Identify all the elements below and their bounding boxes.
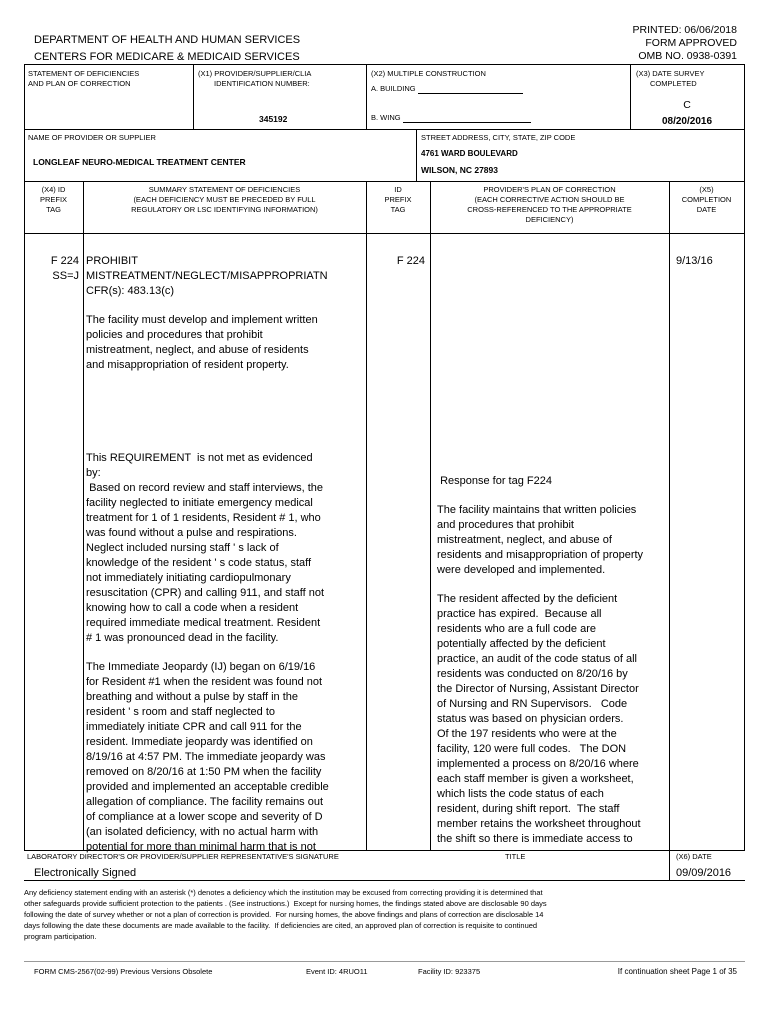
summary-paragraph: The facility must develop and implement written policies and procedures that prohibit mistreatment, neglect, and abuse of residents and misappropriation of resident property. [86, 314, 318, 371]
plan-paragraph: Response for tag F224 [437, 475, 552, 487]
x3-label-1: (X3) DATE SURVEY [636, 69, 705, 78]
divider [366, 64, 367, 129]
provider-id: 345192 [259, 114, 288, 124]
city-state-zip: WILSON, NC 27893 [421, 165, 498, 175]
x4-header [24, 185, 83, 215]
statement-label-1: STATEMENT OF DEFICIENCIES [28, 69, 140, 78]
continuation-sheet: If continuation sheet Page 1 of 35 [617, 967, 737, 976]
plan-paragraph: The resident affected by the deficient practice has expired. Because all residents who are a full code are potentially affected by the deficient practice, an audit of the code status of all residents was conducted on 8/20/16 by the Director of Nursing, Assistant Director of Nursing and RN Supervisors. Code status was based on physician orders. Of the 197 residents who were at the facility, 120 were full codes. The DON implemented a process on 8/20/16 where each staff member is given a worksheet, which lists the code status of each resident, during shift report. The staff member retains the worksheet throughout the shift so there is immediate access to [437, 593, 641, 845]
divider [24, 181, 745, 182]
x4-header-line: (X4) ID [41, 185, 66, 194]
wing-blank [403, 113, 531, 123]
plan-header-line: DEFICIENCY) [525, 215, 574, 224]
signature-date: 09/09/2016 [676, 867, 732, 879]
summary-header [83, 185, 366, 215]
survey-code: C [683, 99, 691, 111]
summary-header-line: SUMMARY STATEMENT OF DEFICIENCIES [148, 185, 301, 194]
divider [416, 129, 417, 181]
summary-paragraph: The Immediate Jeopardy (IJ) began on 6/19/16 for Resident #1 when the resident was found not breathing and without a pulse by staff in the resident ' s room and staff neglected to immediately initiate CPR and call 911 for the resident. Immediate jeopardy was identified on 8/19/16 at 4:57 PM. The immediate jeopardy was removed on 8/20/16 at 1:50 PM when the facility provided and implemented an acceptable credible allegation of compliance. The facility remains out of compliance at a lower scope and severity of D (an isolated deficiency, with no actual harm with potential for more than minimal harm that is not [86, 661, 329, 853]
wing-label: B. WING [371, 113, 401, 122]
provider-name-label: NAME OF PROVIDER OR SUPPLIER [28, 133, 156, 142]
signature-label: LABORATORY DIRECTOR'S OR PROVIDER/SUPPLIER REPRESENTATIVE'S SIGNATURE [27, 852, 339, 861]
divider [430, 181, 431, 850]
divider [83, 181, 84, 850]
id-header-line: TAG [390, 205, 406, 214]
divider [24, 129, 745, 130]
form-number: FORM CMS-2567(02-99) Previous Versions Obsolete [34, 967, 213, 976]
divider [193, 64, 194, 129]
plan-paragraph: The facility maintains that written policies and procedures that prohibit mistreatment, neglect, and abuse of residents and misappropriation of property were developed and implemented. [437, 504, 644, 576]
divider [669, 181, 670, 850]
summary-paragraph: PROHIBIT MISTREATMENT/NEGLECT/MISAPPROPRIATN CFR(s): 483.13(c) [86, 255, 328, 297]
plan-text [437, 474, 667, 847]
x2-label: (X2) MULTIPLE CONSTRUCTION [371, 69, 486, 78]
divider [669, 850, 670, 880]
left-tag: F 224 [50, 255, 79, 267]
signature-value: Electronically Signed [34, 867, 137, 879]
divider [24, 961, 745, 962]
summary-paragraph: This REQUIREMENT is not met as evidenced by: Based on record review and staff interviews, the facility neglected to initiate emergency medical treatment for 1 of 1 residents, Resident # 1, who was found without a pulse and respirations. Neglect included nursing staff ' s lack of knowledge of the resident ' s code status, staff not immediately initiating cardiopulmonary resuscitation (CPR) and calling 911, and staff not knowing how to call a code when a resident required immediate medical treatment. Resident # 1 was pronounced dead in the facility. [86, 452, 325, 644]
statement-label-2: AND PLAN OF CORRECTION [28, 79, 131, 88]
plan-header-line: (EACH CORRECTIVE ACTION SHOULD BE [474, 195, 625, 204]
form-approved: FORM APPROVED [645, 37, 737, 49]
id-header [366, 185, 430, 215]
facility-id: Facility ID: 923375 [418, 967, 481, 976]
id-header-line: ID [394, 185, 402, 194]
x4-header-line: TAG [46, 205, 61, 214]
right-tag: F 224 [396, 255, 425, 267]
x5-header [669, 185, 744, 215]
centers-title: CENTERS FOR MEDICARE & MEDICAID SERVICES [34, 51, 300, 63]
divider [24, 880, 745, 881]
provider-name: LONGLEAF NEURO-MEDICAL TREATMENT CENTER [33, 157, 246, 167]
plan-header [430, 185, 669, 225]
frame-top [24, 64, 745, 65]
summary-text [86, 254, 364, 855]
summary-header-line: REGULATORY OR LSC IDENTIFYING INFORMATION) [131, 205, 318, 214]
omb-number: OMB NO. 0938-0391 [638, 50, 737, 62]
summary-header-line: (EACH DEFICIENCY MUST BE PRECEDED BY FULL [133, 195, 316, 204]
divider [24, 233, 745, 234]
footnote: Any deficiency statement ending with an asterisk (*) denotes a deficiency which the institution may be excused from correcting providing it is determined that other safeguards provide sufficient protection to the patients . (See instructions.) Except for nursing homes, the findings stated above are disclosable 90 days following the date of survey whether or not a plan of correction is provided. For nursing homes, the above findings and plans of correction are disclosable 14 days following the date these documents are made available to the facility. If deficiencies are cited, an approved plan of correction is requisite to continued program participation. [24, 888, 547, 941]
street-address: 4761 WARD BOULEVARD [421, 149, 518, 158]
x6-date-label: (X6) DATE [676, 852, 712, 861]
x5-header-line: COMPLETION [681, 195, 732, 204]
plan-header-line: CROSS-REFERENCED TO THE APPROPRIATE [467, 205, 632, 214]
building-blank [418, 84, 523, 94]
completion-date: 9/13/16 [676, 255, 713, 267]
wing-field [371, 113, 531, 123]
divider [366, 181, 367, 850]
event-id: Event ID: 4RUO11 [306, 967, 368, 976]
printed-date: PRINTED: 06/06/2018 [632, 24, 737, 36]
x1-label-1: (X1) PROVIDER/SUPPLIER/CLIA [198, 69, 312, 78]
x1-label-2: IDENTIFICATION NUMBER: [214, 79, 310, 88]
address-label: STREET ADDRESS, CITY, STATE, ZIP CODE [421, 133, 576, 142]
department-title: DEPARTMENT OF HEALTH AND HUMAN SERVICES [34, 34, 301, 46]
x4-header-line: PREFIX [39, 195, 68, 204]
id-header-line: PREFIX [384, 195, 412, 204]
divider [24, 850, 745, 851]
plan-header-line: PROVIDER'S PLAN OF CORRECTION [483, 185, 616, 194]
severity-code: SS=J [52, 270, 79, 282]
title-label: TITLE [505, 852, 526, 861]
survey-date: 08/20/2016 [661, 116, 713, 127]
x5-header-line: DATE [696, 205, 717, 214]
building-label: A. BUILDING [371, 84, 416, 93]
x5-header-line: (X5) [699, 185, 714, 194]
building-field [371, 84, 523, 94]
x3-label-2: COMPLETED [650, 79, 697, 88]
